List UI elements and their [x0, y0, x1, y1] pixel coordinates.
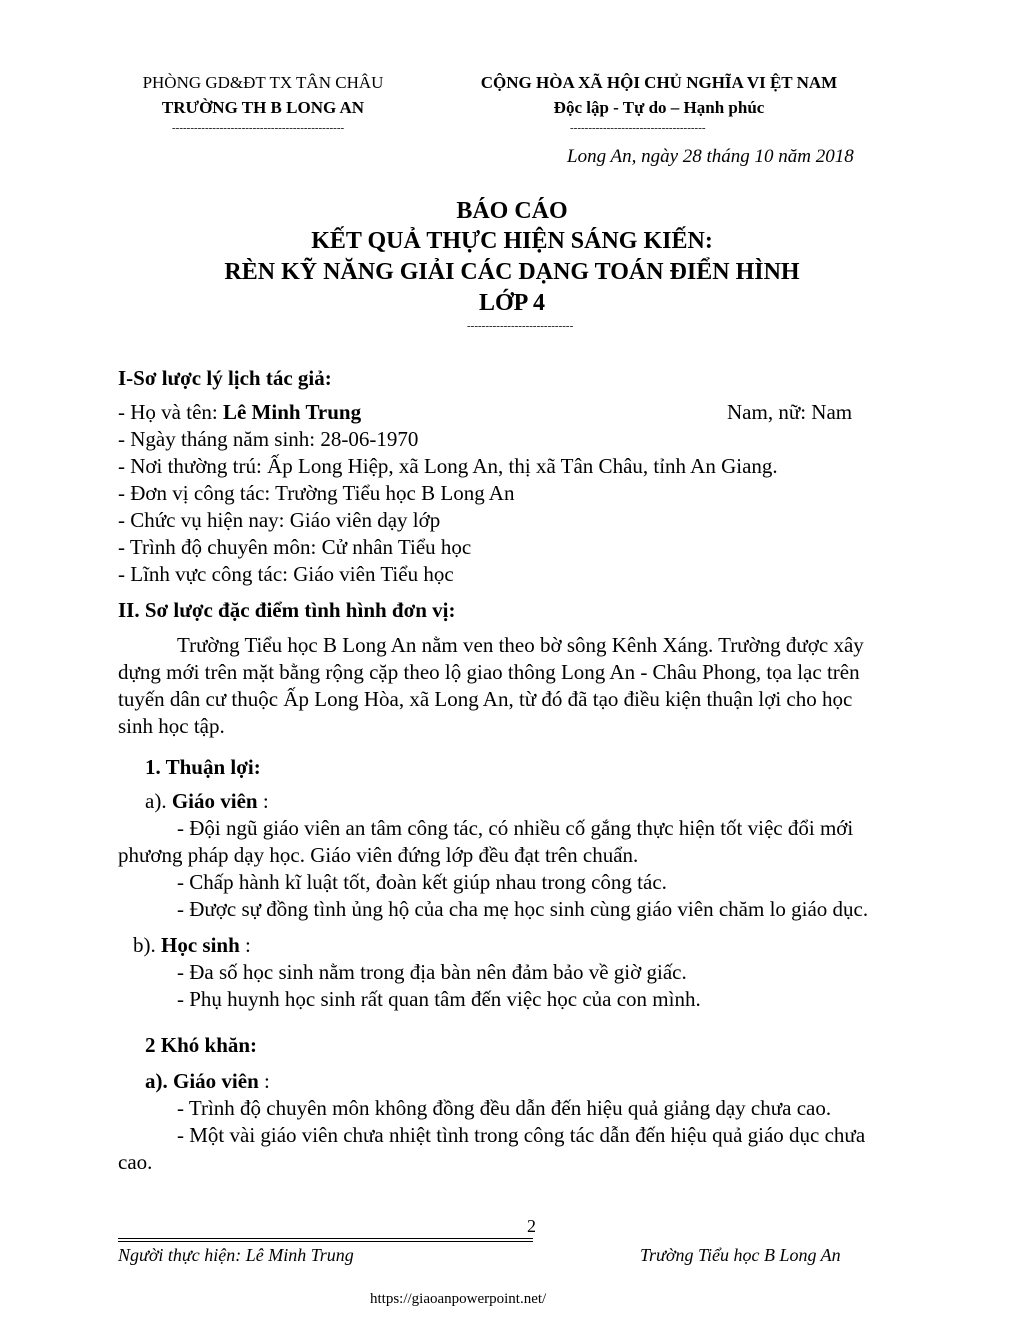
footer-school: Trường Tiểu học B Long An — [640, 1245, 841, 1265]
author-degree: - Trình độ chuyên môn: Cử nhân Tiểu học — [118, 535, 472, 559]
footer-url[interactable]: https://giaoanpowerpoint.net/ — [370, 1291, 547, 1307]
author-unit: - Đơn vị công tác: Trường Tiểu học B Long An — [118, 481, 515, 505]
difficulties-teachers-suffix: : — [258, 1069, 270, 1093]
section2-para-line4: sinh học tập. — [118, 714, 225, 738]
advantages-teachers-suffix: : — [257, 789, 269, 813]
difficulties-teachers-item2-line2: cao. — [118, 1150, 153, 1174]
advantages-students-heading — [133, 933, 251, 958]
advantages-heading: 1. Thuận lợi: — [145, 755, 261, 779]
advantages-teachers-label: Giáo viên — [171, 789, 258, 813]
difficulties-teachers-label: a). Giáo viên — [145, 1069, 259, 1093]
section2-heading: II. Sơ lược đặc điểm tình hình đơn vị: — [118, 598, 456, 622]
report-subtitle-1: KẾT QUẢ THỰC HIỆN SÁNG KIẾN: — [311, 228, 713, 254]
section1-heading: I-Sơ lược lý lịch tác giả: — [118, 366, 332, 390]
difficulties-heading: 2 Khó khăn: — [145, 1033, 258, 1057]
author-gender: Nam, nữ: Nam — [727, 400, 853, 424]
right-header-divider: ------------------------------------- — [570, 122, 706, 134]
advantages-students-item1: - Đa số học sinh nằm trong địa bàn nên đảm bảo về giờ giấc. — [177, 960, 687, 984]
title-divider: ----------------------------- — [467, 320, 574, 332]
left-header-divider: ----------------------------------------------- — [172, 122, 345, 134]
advantages-teachers-item1-line2: phương pháp dạy học. Giáo viên đứng lớp đều đạt trên chuẩn. — [118, 843, 639, 867]
report-date: Long An, ngày 28 tháng 10 năm 2018 — [567, 146, 854, 167]
advantages-teachers-item3: - Được sự đồng tình ủng hộ của cha mẹ học sinh cùng giáo viên chăm lo giáo dục. — [177, 897, 869, 921]
section2-para-line1: Trường Tiểu học B Long An nằm ven theo bờ sông Kênh Xáng. Trường được xây — [177, 633, 864, 657]
author-name-label: - Họ và tên: — [118, 400, 223, 424]
author-name-line — [118, 400, 361, 425]
section2-para-line2: dựng mới trên mặt bằng rộng cặp theo lộ giao thông Long An - Châu Phong, tọa lạc trên — [118, 660, 860, 684]
author-position: - Chức vụ hiện nay: Giáo viên dạy lớp — [118, 508, 441, 532]
advantages-students-prefix: b). — [133, 933, 161, 957]
advantages-teachers-item1-line1: - Đội ngũ giáo viên an tâm công tác, có nhiều cố gắng thực hiện tốt việc đổi mới — [177, 816, 854, 840]
report-subtitle-3: LỚP 4 — [478, 290, 545, 316]
advantages-students-suffix: : — [239, 933, 251, 957]
report-subtitle-2: RÈN KỸ NĂNG GIẢI CÁC DẠNG TOÁN ĐIỂN HÌNH — [224, 259, 800, 285]
section2-para-line3: tuyến dân cư thuộc Ấp Long Hòa, xã Long An, từ đó đã tạo điều kiện thuận lợi cho học — [118, 687, 853, 711]
footer-rule-bottom — [118, 1241, 533, 1242]
advantages-teachers-heading — [145, 789, 269, 814]
advantages-teachers-prefix: a). — [145, 789, 172, 813]
author-dob: - Ngày tháng năm sinh: 28-06-1970 — [118, 427, 419, 451]
footer-author: Người thực hiện: Lê Minh Trung — [118, 1245, 354, 1265]
advantages-teachers-item2: - Chấp hành kĩ luật tốt, đoàn kết giúp nhau trong công tác. — [177, 870, 667, 894]
author-name: Lê Minh Trung — [222, 400, 362, 424]
footer-rule-top — [118, 1238, 533, 1239]
page-number: 2 — [527, 1216, 536, 1236]
author-field: - Lĩnh vực công tác: Giáo viên Tiểu học — [118, 562, 454, 586]
country-name: CỘNG HÒA XÃ HỘI CHỦ NGHĨA VI ỆT NAM — [480, 73, 838, 92]
difficulties-teachers-heading — [145, 1069, 270, 1094]
advantages-students-item2: - Phụ huynh học sinh rất quan tâm đến việc học của con mình. — [177, 987, 701, 1011]
author-address: - Nơi thường trú: Ấp Long Hiệp, xã Long An, thị xã Tân Châu, tỉnh An Giang. — [118, 454, 778, 478]
motto: Độc lập - Tự do – Hạnh phúc — [553, 98, 765, 117]
advantages-students-label: Học sinh — [161, 933, 240, 957]
school-name: TRƯỜNG TH B LONG AN — [161, 98, 365, 117]
difficulties-teachers-item1: - Trình độ chuyên môn không đồng đều dẫn đến hiệu quả giảng dạy chưa cao. — [177, 1096, 832, 1120]
difficulties-teachers-item2-line1: - Một vài giáo viên chưa nhiệt tình trong công tác dẫn đến hiệu quả giáo dục chưa — [177, 1123, 866, 1147]
report-title: BÁO CÁO — [456, 198, 568, 224]
dept-name: PHÒNG GD&ĐT TX TÂN CHÂU — [142, 73, 384, 92]
